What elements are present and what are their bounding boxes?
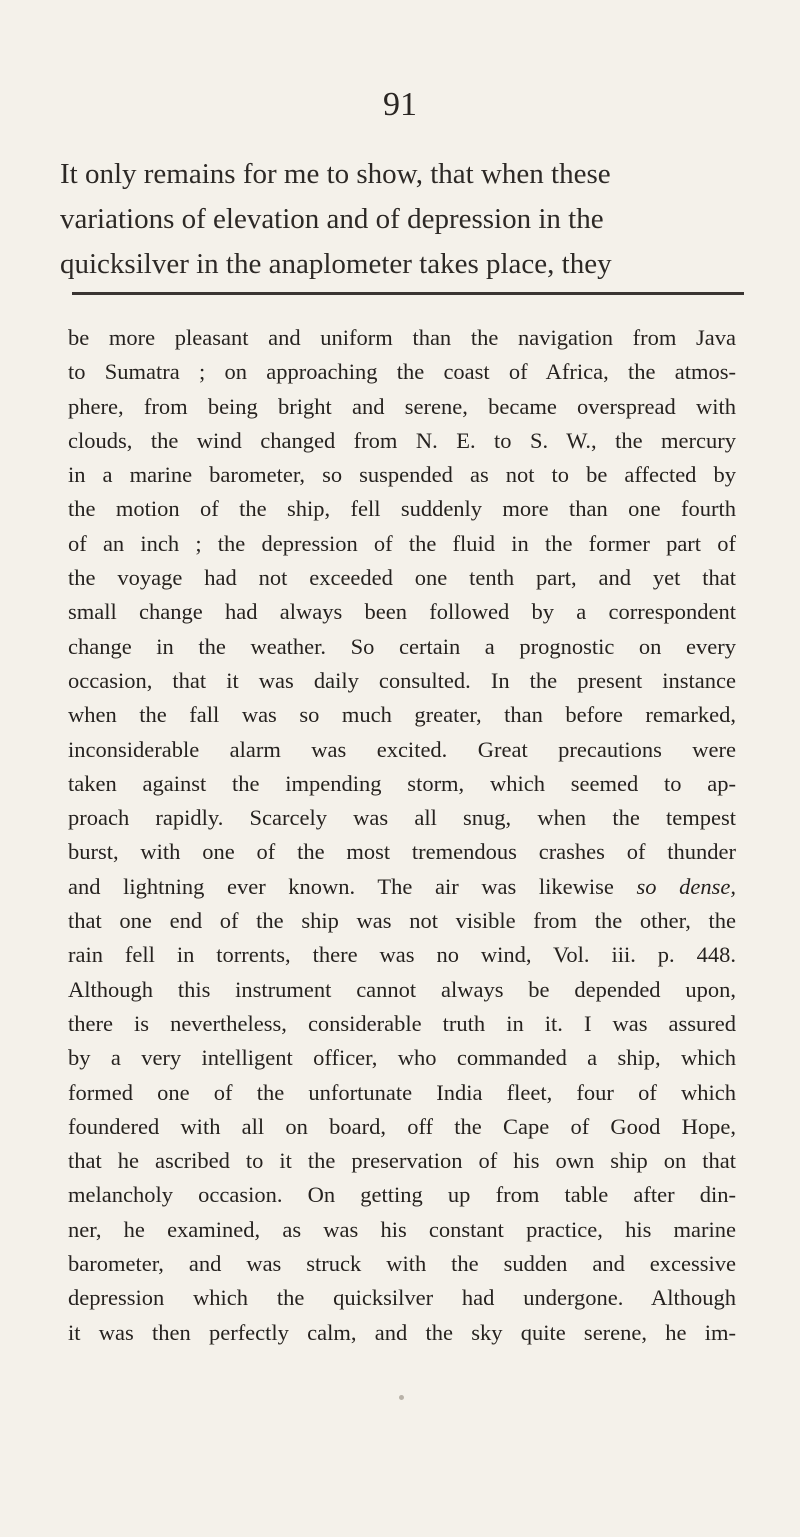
body-line: depression which the quicksilver had undergone. Although [68,1285,736,1311]
section-divider [72,292,744,295]
body-line: it was then perfectly calm, and the sky quite serene, he im- [68,1319,736,1345]
body-line: phere, from being bright and serene, became overspread with [68,393,736,419]
body-line: the motion of the ship, fell suddenly more than one fourth [68,496,736,522]
body-line: when the fall was so much greater, than before remarked, [68,702,736,728]
body-line: the voyage had not exceeded one tenth part, and yet that [68,565,736,591]
paper-speck [399,1395,404,1400]
body-line: burst, with one of the most tremendous crashes of thunder [68,839,736,865]
body-line: in a marine barometer, so suspended as not to be affected by [68,462,736,488]
body-line: clouds, the wind changed from N. E. to S. W., the mercury [68,427,736,453]
body-line: by a very intelligent officer, who commanded a ship, which [68,1045,736,1071]
lower-passage [68,321,736,1350]
body-line: change in the weather. So certain a prognostic on every [68,633,736,659]
body-line-text: and lightning ever known. The air was likewise [68,873,614,899]
upper-line: variations of elevation and of depression in the [60,203,604,235]
upper-passage [60,152,740,287]
body-line: melancholy occasion. On getting up from table after din- [68,1182,736,1208]
body-line: small change had always been followed by a correspondent [68,599,736,625]
body-line: there is nevertheless, considerable truth in it. I was assured [68,1010,736,1036]
body-line: ner, he examined, as was his constant practice, his marine [68,1216,736,1242]
body-line: occasion, that it was daily consulted. In the present instance [68,667,736,693]
upper-line: It only remains for me to show, that when these [60,158,611,190]
body-line: Although this instrument cannot always be depended upon, [68,976,736,1002]
body-line: foundered with all on board, off the Cape of Good Hope, [68,1113,736,1139]
body-line: taken against the impending storm, which seemed to ap- [68,770,736,796]
page-number: 91 [383,86,417,123]
body-line: inconsiderable alarm was excited. Great precautions were [68,736,736,762]
body-line: proach rapidly. Scarcely was all snug, when the tempest [68,805,736,831]
italic-phrase: so dense, [636,873,737,899]
upper-line: quicksilver in the anaplometer takes place, they [60,248,612,280]
body-line: that he ascribed to it the preservation of his own ship on that [68,1148,736,1174]
body-line: formed one of the unfortunate India fleet, four of which [68,1079,736,1105]
body-line: to Sumatra ; on approaching the coast of Africa, the atmos- [68,359,736,385]
body-line: that one end of the ship was not visible from the other, the [68,908,736,934]
body-line: be more pleasant and uniform than the navigation from Java [68,325,736,350]
body-line: barometer, and was struck with the sudden and excessive [68,1251,736,1277]
body-line-with-italic [68,870,736,904]
body-line: of an inch ; the depression of the fluid in the former part of [68,530,736,556]
body-line: rain fell in torrents, there was no wind, Vol. iii. p. 448. [68,942,736,968]
